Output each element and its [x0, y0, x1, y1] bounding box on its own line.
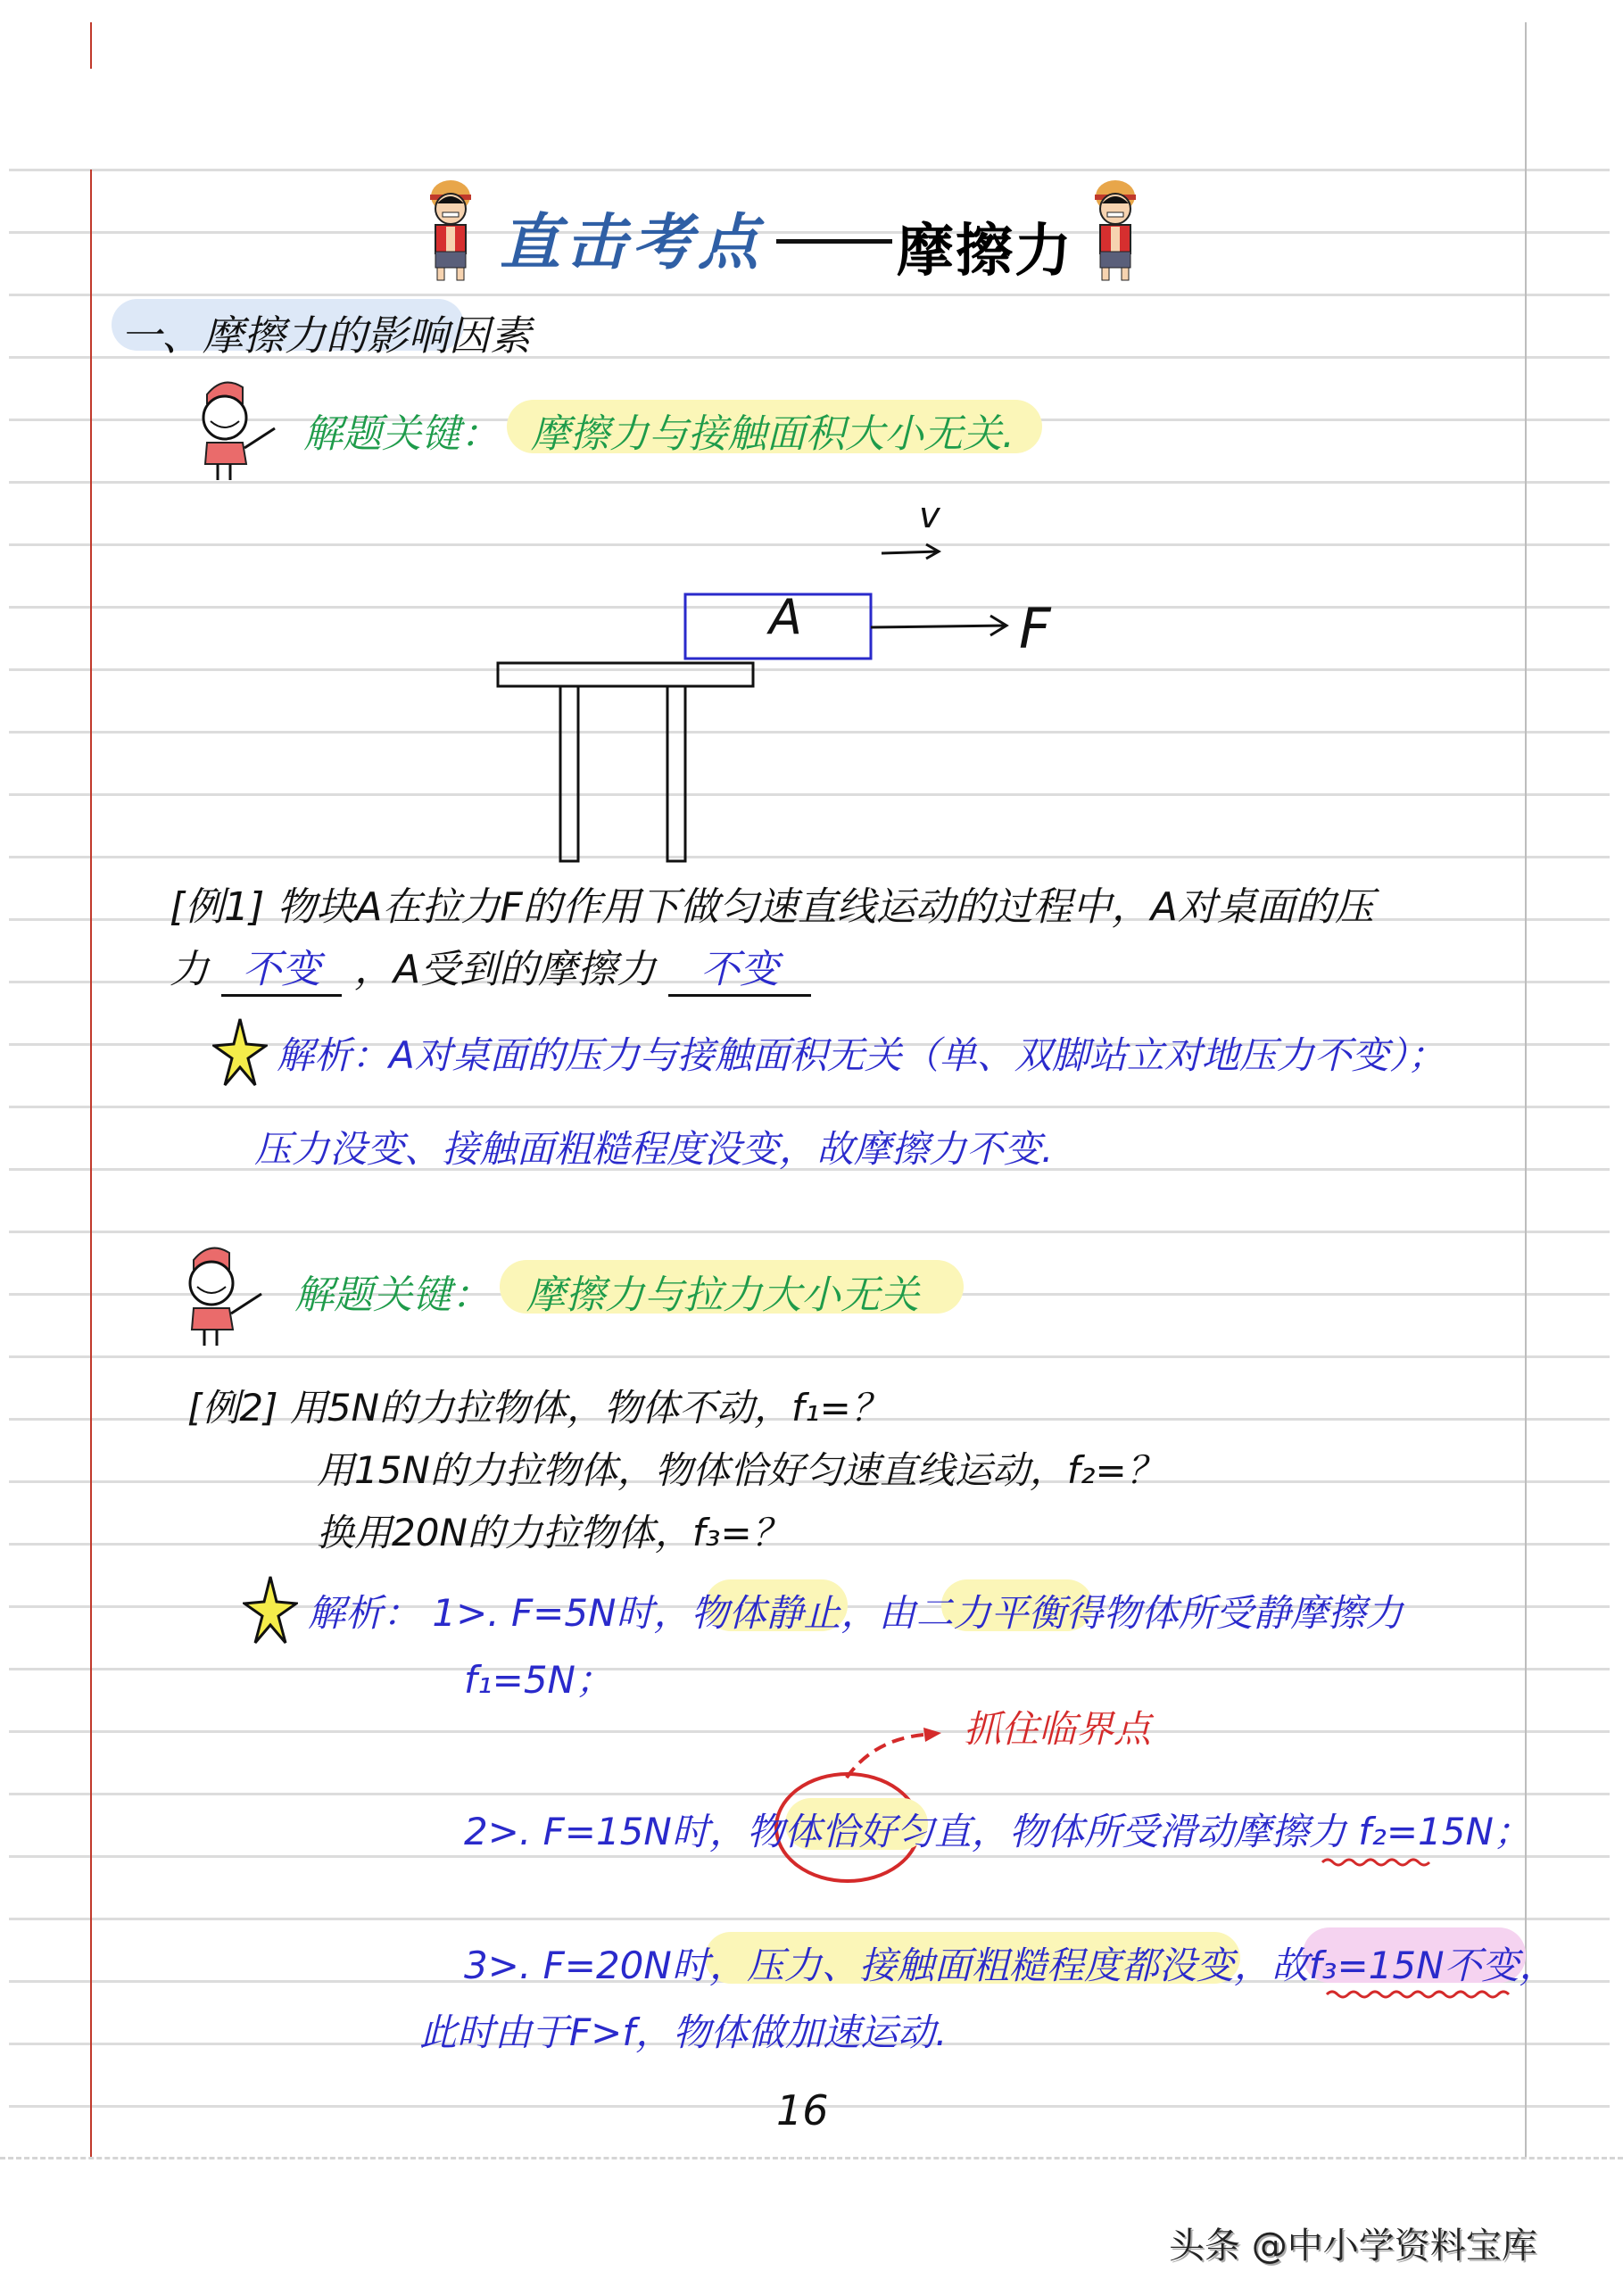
- red-wavy-underline: [1321, 1854, 1437, 1867]
- star-icon: [212, 1017, 268, 1087]
- analysis-highlight-text: 恰好匀直: [821, 1810, 972, 1853]
- rule-line: [9, 1918, 1610, 1920]
- analysis-label: 解析：: [308, 1591, 421, 1635]
- analysis-2-result-1: f₁=5N；: [464, 1658, 613, 1702]
- table-leg: [667, 686, 685, 861]
- example-1-line-2: [170, 937, 811, 997]
- analysis-highlight-text: 压力、接触面粗糙程度都没变: [746, 1944, 1234, 1987]
- analysis-2-step-3: [464, 1936, 1557, 1990]
- rule-line: [9, 294, 1610, 296]
- girl-with-pointer-icon: [187, 375, 286, 486]
- analysis-text: ，故: [1233, 1944, 1309, 1987]
- analysis-1-line-2: 压力没变、接触面粗糙程度没变，故摩擦力不变.: [254, 1127, 1054, 1171]
- analysis-2-step-2: [464, 1803, 1531, 1856]
- friction-diagram: [482, 491, 1106, 866]
- block-label: A: [769, 589, 802, 645]
- analysis-result: f₃=15N不变，: [1308, 1944, 1557, 1987]
- key-point-label-text: 解题关键: [294, 1272, 451, 1318]
- analysis-1-line-1: [277, 1026, 1445, 1080]
- example-2-line-3: 换用20N的力拉物体，f₃=？: [317, 1511, 790, 1554]
- watermark: 头条 @中小学资料宝库: [1169, 2226, 1537, 2267]
- example-tag: [例1]: [170, 884, 265, 930]
- example-text: 物块A在拉力F的作用下做匀速直线运动的过程中，A对桌面的压: [277, 884, 1374, 930]
- margin-line-left: [90, 170, 92, 2158]
- force-label: F: [1019, 596, 1051, 661]
- key-point-colon: ：: [451, 1272, 491, 1318]
- margin-line-top: [90, 22, 92, 69]
- rule-line: [9, 1543, 1610, 1546]
- key-point-text: 摩擦力与拉力大小无关: [526, 1272, 919, 1318]
- example-2-line-1: [187, 1379, 889, 1432]
- girl-with-pointer-icon: [174, 1240, 272, 1352]
- analysis-2-step-3-line-2: 此时由于F>f，物体做加速运动.: [419, 2010, 948, 2054]
- analysis-text: ，物体所受滑动摩擦力: [971, 1810, 1346, 1853]
- example-1-line-1: [170, 874, 1374, 932]
- cartoon-boy-straw-hat-icon: [419, 177, 482, 286]
- rule-line: [9, 1668, 1610, 1670]
- analysis-text: 2>. F=15N时，物体: [464, 1810, 822, 1853]
- analysis-result: f₂=15N；: [1358, 1810, 1531, 1853]
- answer-blank-friction: 不变: [668, 937, 811, 997]
- page-bottom-divider: [0, 2157, 1623, 2159]
- force-arrow: [871, 626, 1006, 627]
- velocity-arrow: [882, 551, 939, 553]
- key-point-label-text: 解题关键: [303, 411, 460, 457]
- example-text: 力: [170, 947, 209, 992]
- key-point-text: 摩擦力与接触面积大小无关.: [531, 411, 1014, 457]
- analysis-text: ，由二: [840, 1591, 954, 1635]
- example-tag: [例2]: [187, 1386, 278, 1430]
- rule-line: [9, 1231, 1610, 1233]
- rule-line: [9, 1355, 1610, 1358]
- analysis-2-step-1: [308, 1584, 1404, 1637]
- rule-line: [9, 1106, 1610, 1108]
- analysis-text: A对桌面的压力与接触面积无关（单、双脚站立对地压力不变）；: [389, 1033, 1445, 1077]
- table-leg: [560, 686, 578, 861]
- example-text: 用5N的力拉物体，物体不动，f₁=？: [289, 1386, 889, 1430]
- velocity-label: v: [919, 495, 940, 536]
- example-text: ，A受到的摩擦力: [354, 947, 657, 992]
- key-point-label: [294, 1263, 491, 1320]
- analysis-text: 得物体所受静摩擦力: [1065, 1591, 1404, 1635]
- key-point-label: [303, 402, 500, 459]
- star-icon: [243, 1575, 298, 1645]
- example-2-line-2: 用15N的力拉物体，物体恰好匀速直线运动，f₂=？: [317, 1448, 1164, 1492]
- analysis-text: 1>. F=5N时，: [432, 1591, 691, 1635]
- page-number: 16: [776, 2086, 829, 2134]
- rule-line: [9, 169, 1610, 171]
- key-point-colon: ：: [460, 411, 500, 457]
- title-separator: [776, 239, 892, 244]
- page-title-main: 直击考点: [500, 207, 765, 278]
- analysis-highlight-text: 力平衡: [953, 1591, 1066, 1635]
- cartoon-boy-straw-hat-icon: [1084, 177, 1147, 286]
- rule-line: [9, 231, 1610, 234]
- answer-blank-pressure: 不变: [221, 937, 342, 997]
- red-wavy-underline: [1325, 1986, 1517, 1999]
- analysis-label: 解析：: [277, 1033, 390, 1077]
- section-heading: 一、摩擦力的影响因素: [120, 311, 531, 360]
- analysis-text: 3>. F=20N时，: [464, 1944, 747, 1987]
- page-title-topic: 摩擦力: [897, 219, 1073, 285]
- annotation-critical-point: 抓住临界点: [964, 1707, 1152, 1751]
- table-top: [498, 663, 753, 686]
- analysis-highlight-text: 物体静止: [691, 1591, 841, 1635]
